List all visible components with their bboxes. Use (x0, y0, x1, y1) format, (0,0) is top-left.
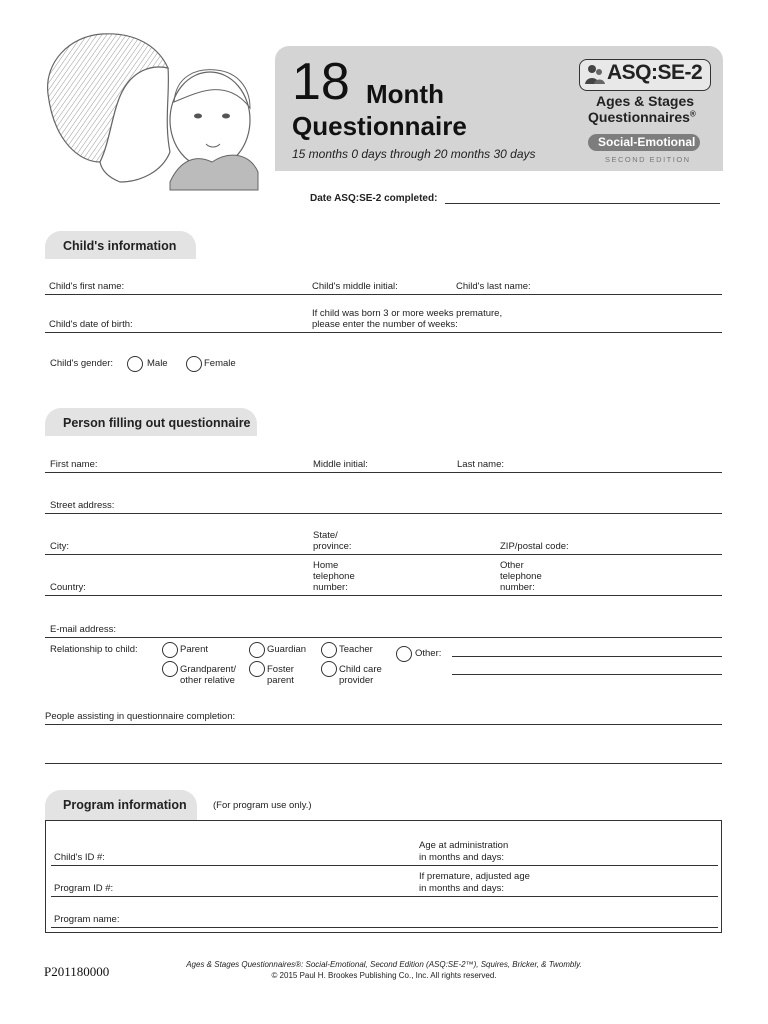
relationship-foster-radio[interactable] (249, 661, 265, 677)
gender-female-label: Female (204, 358, 236, 369)
logo-line1: Ages & Stages (596, 93, 695, 109)
street-address-field[interactable] (45, 513, 722, 514)
adjusted-age-line1: If premature, adjusted age (419, 871, 530, 882)
middle-initial-label: Middle initial: (313, 459, 368, 470)
relationship-teacher-radio[interactable] (321, 642, 337, 658)
form-code: P201180000 (44, 964, 110, 979)
zip-label: ZIP/postal code: (500, 541, 569, 552)
premature-label-line1: If child was born 3 or more weeks premature, (312, 308, 503, 319)
relationship-label: Relationship to child: (50, 644, 138, 655)
relationship-other-label: Other: (415, 648, 442, 659)
parent-child-illustration (40, 32, 262, 192)
relationship-guardian-radio[interactable] (249, 642, 265, 658)
date-completed-label: Date ASQ:SE-2 completed: (310, 193, 438, 204)
home-phone-line3: number: (313, 582, 348, 593)
footer-title: Ages & Stages Questionnaires®: Social-Emotional, Second Edition (ASQ:SE-2™), Squires, Bricker, & Twombly. (186, 960, 582, 969)
relationship-other-field-2[interactable] (452, 674, 722, 675)
email-label: E-mail address: (50, 624, 116, 635)
state-label-line2: province: (313, 541, 352, 552)
age-range: 15 months 0 days through 20 months 30 days (292, 147, 536, 161)
logo-brand: ASQ:SE-2 (607, 61, 703, 84)
country-phone-field[interactable] (45, 595, 722, 596)
state-label-line1: State/ (313, 530, 338, 541)
relationship-other-radio[interactable] (396, 646, 412, 662)
relationship-foster-line1: Foster (267, 664, 294, 675)
home-phone-line1: Home (313, 560, 339, 571)
street-address-label: Street address: (50, 500, 115, 511)
date-completed-field[interactable] (445, 203, 720, 204)
relationship-parent-label: Parent (180, 644, 208, 655)
name-field[interactable] (45, 472, 722, 473)
program-name-field[interactable] (51, 927, 718, 928)
gender-male-label: Male (147, 358, 168, 369)
assisting-field-1[interactable] (45, 724, 722, 725)
program-name-label: Program name: (54, 914, 120, 925)
child-middle-initial-label: Child's middle initial: (312, 281, 398, 292)
month-word: Month (366, 79, 444, 109)
home-phone-line2: telephone (313, 571, 355, 582)
other-phone-line3: number: (500, 582, 535, 593)
person-info-tab: Person filling out questionnaire (45, 408, 257, 436)
relationship-childcare-line1: Child care (339, 664, 382, 675)
logo-line2-text: Questionnaires (588, 109, 690, 125)
relationship-grandparent-line1: Grandparent/ (180, 664, 236, 675)
age-admin-line2: in months and days: (419, 852, 505, 863)
relationship-teacher-label: Teacher (339, 644, 373, 655)
registered-mark: ® (689, 109, 696, 119)
program-use-note: (For program use only.) (213, 800, 312, 811)
relationship-grandparent-line2: other relative (180, 675, 235, 686)
logo-pill-text: Social-Emotional (598, 135, 696, 149)
last-name-label: Last name: (457, 459, 504, 470)
logo-people-icon (584, 63, 606, 85)
other-phone-line2: telephone (500, 571, 542, 582)
relationship-foster-line2: parent (267, 675, 294, 686)
child-id-label: Child's ID #: (54, 852, 105, 863)
age-admin-line1: Age at administration (419, 840, 509, 851)
relationship-grandparent-radio[interactable] (162, 661, 178, 677)
premature-label-line2: please enter the number of weeks: (312, 319, 458, 330)
child-gender-text: Child's gender: (50, 358, 114, 369)
relationship-guardian-label: Guardian (267, 644, 307, 655)
child-first-name-label: Child's first name: (49, 281, 125, 292)
relationship-other-field-1[interactable] (452, 656, 722, 657)
child-name-field[interactable] (45, 294, 722, 295)
child-gender-label (50, 358, 113, 369)
logo-line2 (588, 109, 696, 125)
city-label: City: (50, 541, 69, 552)
first-name-label: First name: (50, 459, 98, 470)
child-last-name-label: Child's last name: (456, 281, 531, 292)
logo-edition: SECOND EDITION (605, 155, 691, 164)
other-phone-line1: Other (500, 560, 524, 571)
assisting-label: People assisting in questionnaire completion: (45, 711, 236, 722)
child-dob-field[interactable] (45, 332, 722, 333)
relationship-parent-radio[interactable] (162, 642, 178, 658)
child-id-field[interactable] (51, 865, 718, 866)
assisting-field-2[interactable] (45, 763, 722, 764)
questionnaire-word: Questionnaire (292, 111, 467, 141)
gender-male-radio[interactable] (127, 356, 143, 372)
age-number: 18 (292, 53, 350, 111)
program-id-label: Program ID #: (54, 883, 114, 894)
child-dob-label: Child's date of birth: (49, 319, 133, 330)
program-info-tab: Program information (45, 790, 197, 820)
email-field[interactable] (45, 637, 722, 638)
footer-copyright: © 2015 Paul H. Brookes Publishing Co., Inc. All rights reserved. (271, 971, 497, 980)
child-info-tab: Child's information (45, 231, 196, 259)
adjusted-age-line2: in months and days: (419, 883, 505, 894)
program-info-box (45, 820, 722, 933)
relationship-childcare-line2: provider (339, 675, 374, 686)
relationship-childcare-radio[interactable] (321, 661, 337, 677)
gender-female-radio[interactable] (186, 356, 202, 372)
country-label: Country: (50, 582, 86, 593)
city-state-zip-field[interactable] (45, 554, 722, 555)
program-id-field[interactable] (51, 896, 718, 897)
